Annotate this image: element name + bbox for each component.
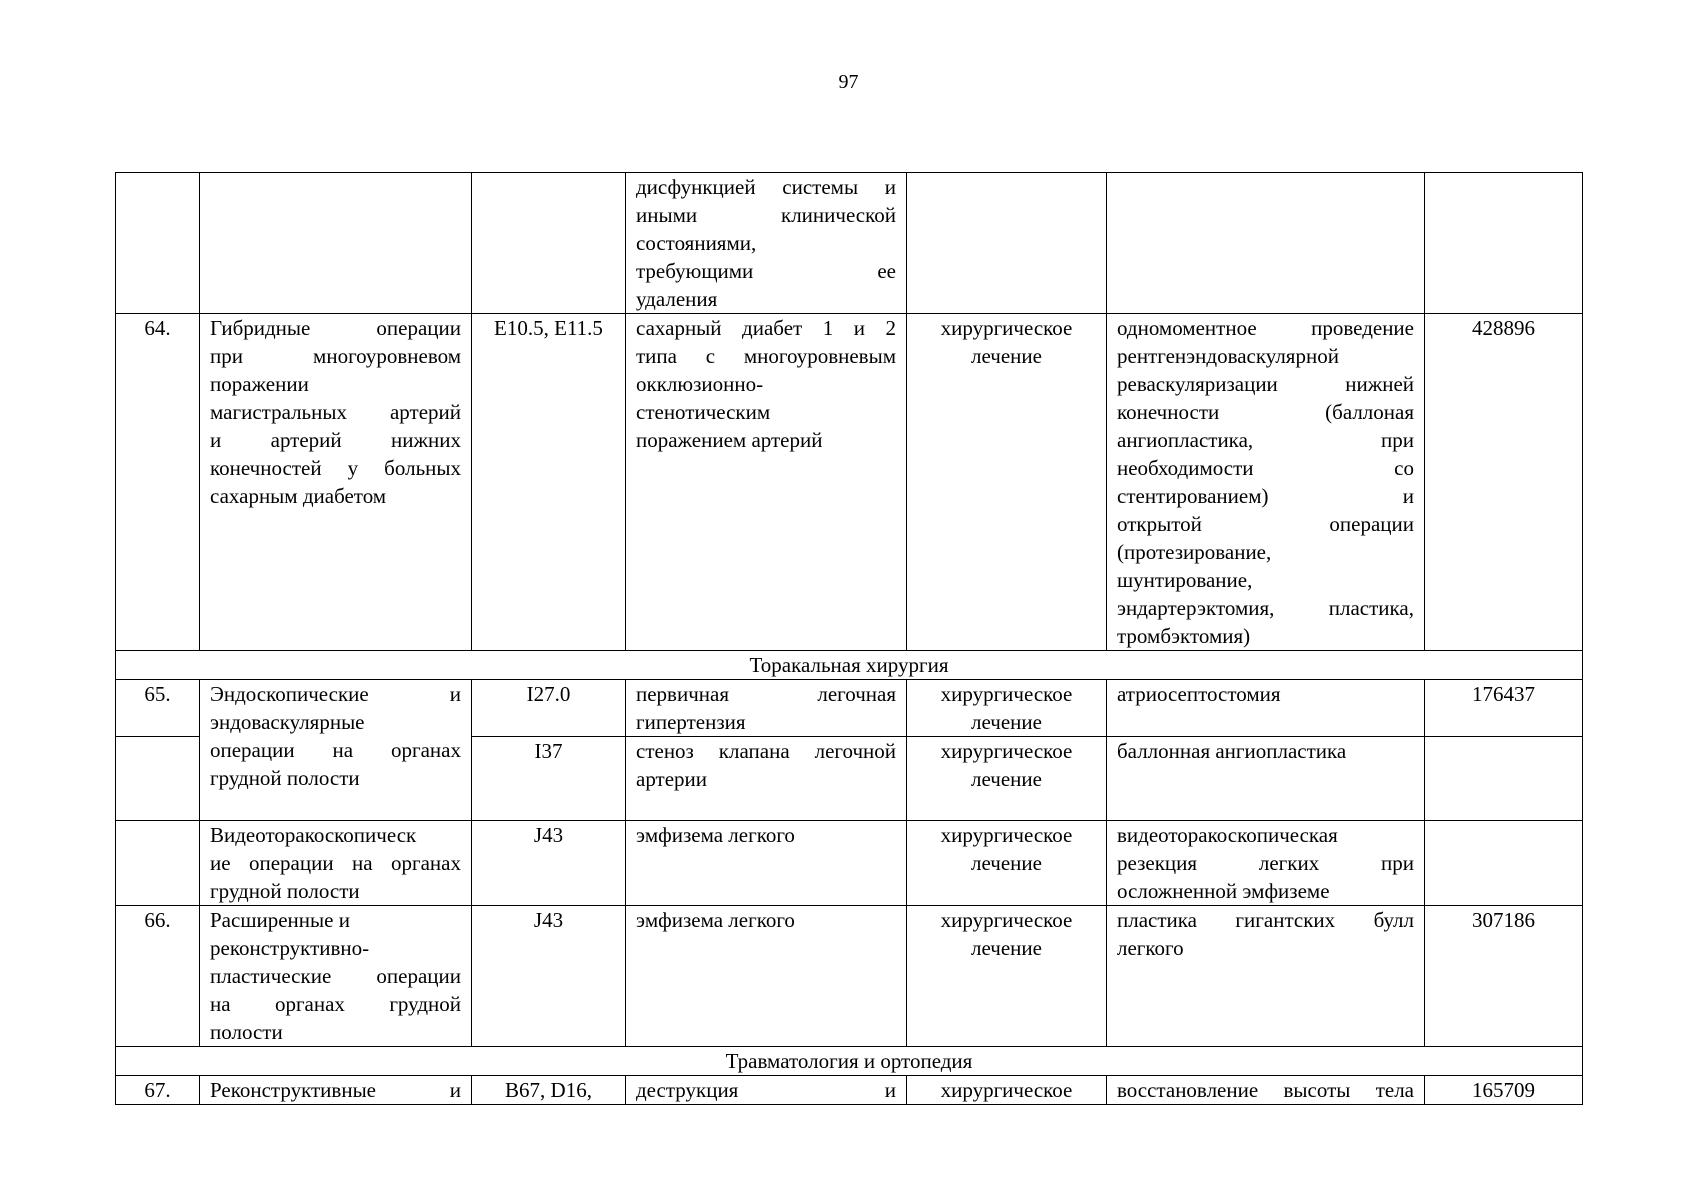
text-line: атриосептостомия — [1117, 682, 1281, 706]
treatment-type — [907, 821, 1107, 906]
cell-name — [200, 173, 472, 314]
text-line: эндартерэктомия, пластика, — [1117, 596, 1414, 620]
text-line: поражении — [210, 372, 309, 396]
text-line: реваскуляризации нижней — [1117, 372, 1414, 396]
text-line: пластические операции — [210, 964, 461, 988]
treatment-type — [907, 1076, 1107, 1105]
operation-name — [200, 821, 472, 906]
cell-method — [1107, 173, 1425, 314]
treatment-method — [1107, 821, 1425, 906]
condition — [626, 680, 907, 737]
text-line: тромбэктомия) — [1117, 624, 1251, 648]
text-line: (протезирование, — [1117, 540, 1272, 564]
text-line: легкого — [1117, 936, 1184, 960]
text-line: ангиопластика, при — [1117, 428, 1414, 452]
text-line: на органах грудной — [210, 992, 461, 1016]
row-number: 64. — [116, 314, 200, 651]
text-line: стеноз клапана легочной — [636, 739, 896, 763]
text-line: конечности (баллоная — [1117, 400, 1414, 424]
text-line: удаления — [636, 287, 718, 311]
text-line: первичная легочная — [636, 682, 896, 706]
row-number — [116, 821, 200, 906]
text-line: артерии — [636, 767, 708, 791]
text-line: Гибридные операции — [210, 316, 461, 340]
cell-num — [116, 173, 200, 314]
text-line: одномоментное проведение — [1117, 316, 1414, 340]
table-row-65-1 — [116, 680, 1583, 737]
text-line: шунтирование, — [1117, 568, 1253, 592]
table-row-66 — [116, 906, 1583, 1047]
operation-name — [200, 680, 472, 821]
text-line: рентгенэндоваскулярной — [1117, 344, 1339, 368]
operation-name — [200, 1076, 472, 1105]
operation-name — [200, 314, 472, 651]
text-line: магистральных артерий — [210, 400, 461, 424]
cost: 165709 — [1425, 1076, 1583, 1105]
treatment-method — [1107, 906, 1425, 1047]
text-line: ие операции на органах — [210, 851, 461, 875]
treatment-type — [907, 906, 1107, 1047]
page-number: 97 — [838, 71, 859, 93]
text-line: хирургическое — [940, 1078, 1073, 1102]
cell-condition — [626, 173, 907, 314]
text-line: окклюзионно- — [636, 372, 764, 396]
text-line: хирургическое — [940, 682, 1073, 706]
cell-treatment — [907, 173, 1107, 314]
text-line: грудной полости — [210, 766, 360, 790]
diagnosis-codes: I37 — [472, 737, 626, 821]
text-line: типа с многоуровневым — [636, 344, 896, 368]
text-line: дисфункцией системы и — [636, 175, 896, 199]
row-number: 66. — [116, 906, 200, 1047]
condition — [626, 821, 907, 906]
text-line: грудной полости — [210, 879, 360, 903]
treatment-type — [907, 314, 1107, 651]
text-line: гипертензия — [636, 710, 746, 734]
row-number: 67. — [116, 1076, 200, 1105]
text-line: хирургическое — [940, 316, 1073, 340]
text-line: резекция легких при — [1117, 851, 1414, 875]
row-number — [116, 737, 200, 821]
section-title: Травматология и ортопедия — [116, 1047, 1583, 1076]
text-line: видеоторакоскопическая — [1117, 823, 1338, 847]
text-line: лечение — [971, 767, 1042, 791]
text-line: необходимости со — [1117, 456, 1414, 480]
text-line: и артерий нижних — [210, 428, 461, 452]
row-number: 65. — [116, 680, 200, 737]
condition — [626, 1076, 907, 1105]
treatment-type — [907, 737, 1107, 821]
text-line: реконструктивно- — [210, 936, 370, 960]
text-line: хирургическое — [940, 739, 1073, 763]
text-line: лечение — [971, 936, 1042, 960]
text-line: лечение — [971, 710, 1042, 734]
text-line: операции на органах — [210, 738, 461, 762]
treatment-method — [1107, 314, 1425, 651]
text-line: осложненной эмфиземе — [1117, 879, 1330, 903]
text-line: открытой операции — [1117, 512, 1414, 536]
condition — [626, 906, 907, 1047]
services-table — [115, 172, 1583, 1105]
text-line: Расширенные и — [210, 908, 350, 932]
continuation-row — [116, 173, 1583, 314]
cell-code — [472, 173, 626, 314]
text-line: полости — [210, 1020, 283, 1044]
text-line: сахарным диабетом — [210, 484, 387, 508]
text-line: Реконструктивные и — [210, 1078, 461, 1102]
diagnosis-codes: J43 — [472, 821, 626, 906]
text-line: требующими ее — [636, 259, 896, 283]
diagnosis-codes: I27.0 — [472, 680, 626, 737]
diagnosis-codes: J43 — [472, 906, 626, 1047]
cost: 176437 — [1425, 680, 1583, 737]
treatment-method — [1107, 737, 1425, 821]
text-line: эмфизема легкого — [636, 823, 795, 847]
text-line: лечение — [971, 851, 1042, 875]
text-line: конечностей у больных — [210, 456, 461, 480]
text-line: лечение — [971, 344, 1042, 368]
treatment-method — [1107, 1076, 1425, 1105]
section-header-row — [116, 1047, 1583, 1076]
section-header-row — [116, 651, 1583, 680]
text-line: стентированием) и — [1117, 484, 1414, 508]
text-line: поражением артерий — [636, 428, 823, 452]
text-line: сахарный диабет 1 и 2 — [636, 316, 896, 340]
treatment-type — [907, 680, 1107, 737]
diagnosis-codes: E10.5, E11.5 — [472, 314, 626, 651]
section-title: Торакальная хирургия — [116, 651, 1583, 680]
table-row-67 — [116, 1076, 1583, 1105]
text-line: эмфизема легкого — [636, 908, 795, 932]
table-row-65-3 — [116, 821, 1583, 906]
cost: 307186 — [1425, 906, 1583, 1047]
cost: 428896 — [1425, 314, 1583, 651]
cell-cost — [1425, 173, 1583, 314]
operation-name — [200, 906, 472, 1047]
diagnosis-codes: B67, D16, — [472, 1076, 626, 1105]
cost — [1425, 737, 1583, 821]
text-line: пластика гигантских булл — [1117, 908, 1414, 932]
text-line: при многоуровневом — [210, 344, 461, 368]
text-line: восстановление высоты тела — [1117, 1078, 1414, 1102]
text-line: стенотическим — [636, 400, 771, 424]
text-line: хирургическое — [940, 823, 1073, 847]
text-line: деструкция и — [636, 1078, 896, 1102]
text-line: баллонная ангиопластика — [1117, 739, 1347, 763]
condition — [626, 737, 907, 821]
cost — [1425, 821, 1583, 906]
text-line: Эндоскопические и — [210, 682, 461, 706]
text-line: состояниями, — [636, 231, 757, 255]
treatment-method — [1107, 680, 1425, 737]
text-line: эндоваскулярные — [210, 710, 365, 734]
text-line: Видеоторакоскопическ — [210, 823, 417, 847]
text-line: иными клинической — [636, 203, 896, 227]
text-line: хирургическое — [940, 908, 1073, 932]
condition — [626, 314, 907, 651]
table-row-64 — [116, 314, 1583, 651]
